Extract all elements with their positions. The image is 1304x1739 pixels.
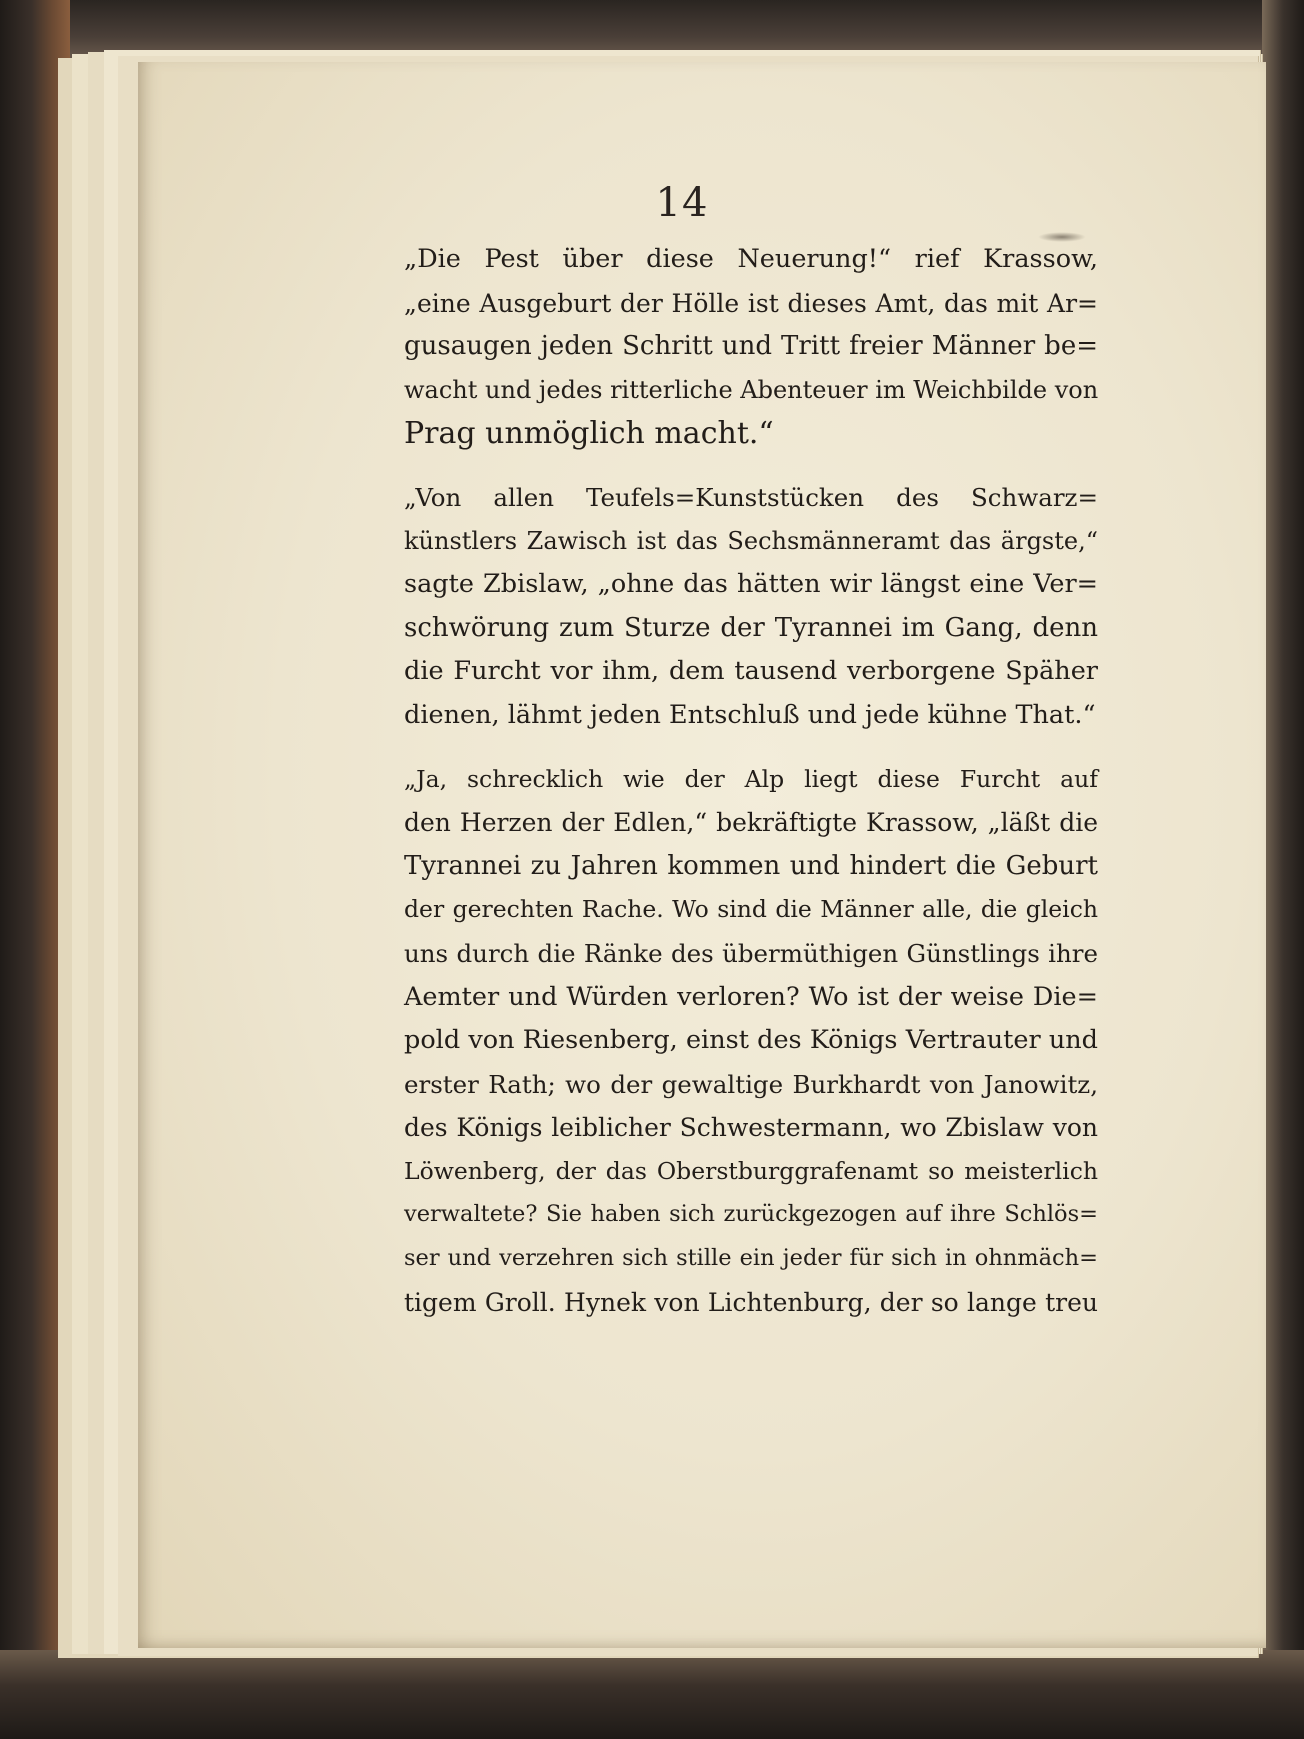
text-line: tigem Groll. Hynek von Lichtenburg, der so lange treu: [404, 1287, 1098, 1317]
text-line: gusaugen jeden Schritt und Tritt freier Männer be=: [404, 331, 1098, 362]
text-line: „Von allen Teufels=Kunststücken des Schwarz=: [404, 482, 1098, 512]
book-cover-right: [1262, 0, 1304, 1739]
page-number: 14: [655, 180, 709, 226]
text-line: „Die Pest über diese Neuerung!“ rief Krassow,: [404, 244, 1098, 274]
text-line: „Ja, schrecklich wie der Alp liegt diese Furcht auf: [404, 764, 1098, 793]
text-line: den Herzen der Edlen,“ bekräftigte Krassow, „läßt die: [404, 808, 1098, 838]
text-line: ser und verzehren sich stille ein jeder für sich in ohnmäch=: [404, 1245, 1098, 1272]
book-cover-bottom: [0, 1650, 1304, 1739]
body-text: [316, 238, 1098, 1324]
text-line: künstlers Zawisch ist das Sechsmänneramt das ärgste,“: [404, 526, 1098, 555]
text-line: die Furcht vor ihm, dem tausend verborgene Späher: [404, 656, 1098, 687]
text-line: Aemter und Würden verloren? Wo ist der weise Die=: [404, 981, 1098, 1012]
text-line: Tyrannei zu Jahren kommen und hindert die Geburt: [404, 850, 1098, 881]
text-line: Prag unmöglich macht.“: [404, 416, 774, 452]
text-line: sagte Zbislaw, „ohne das hätten wir längst eine Ver=: [404, 569, 1098, 600]
text-line: wacht und jedes ritterliche Abenteuer im Weichbilde von: [404, 375, 1099, 404]
paragraph-2: [316, 476, 1098, 738]
text-line: erster Rath; wo der gewaltige Burkhardt von Janowitz,: [404, 1069, 1098, 1099]
text-line: „eine Ausgeburt der Hölle ist dieses Amt, das mit Ar=: [404, 288, 1098, 318]
text-line: des Königs leiblicher Schwestermann, wo Zbislaw von: [404, 1113, 1098, 1143]
text-line: der gerechten Rache. Wo sind die Männer alle, die gleich: [404, 895, 1098, 924]
text-line: schwörung zum Sturze der Tyrannei im Gang, denn: [404, 612, 1098, 643]
text-line: dienen, lähmt jeden Entschluß und jede kühne That.“: [404, 699, 1096, 730]
text-line: pold von Riesenberg, einst des Königs Vertrauter und: [404, 1025, 1098, 1056]
text-line: uns durch die Ränke des übermüthigen Günstlings ihre: [404, 938, 1098, 968]
book-page: [138, 62, 1266, 1648]
paragraph-1: [316, 238, 1098, 456]
text-line: Löwenberg, der das Oberstburggrafenamt so meisterlich: [404, 1156, 1098, 1185]
paragraph-3: [316, 758, 1098, 1325]
text-line: verwaltete? Sie haben sich zurückgezogen auf ihre Schlös=: [404, 1201, 1098, 1228]
